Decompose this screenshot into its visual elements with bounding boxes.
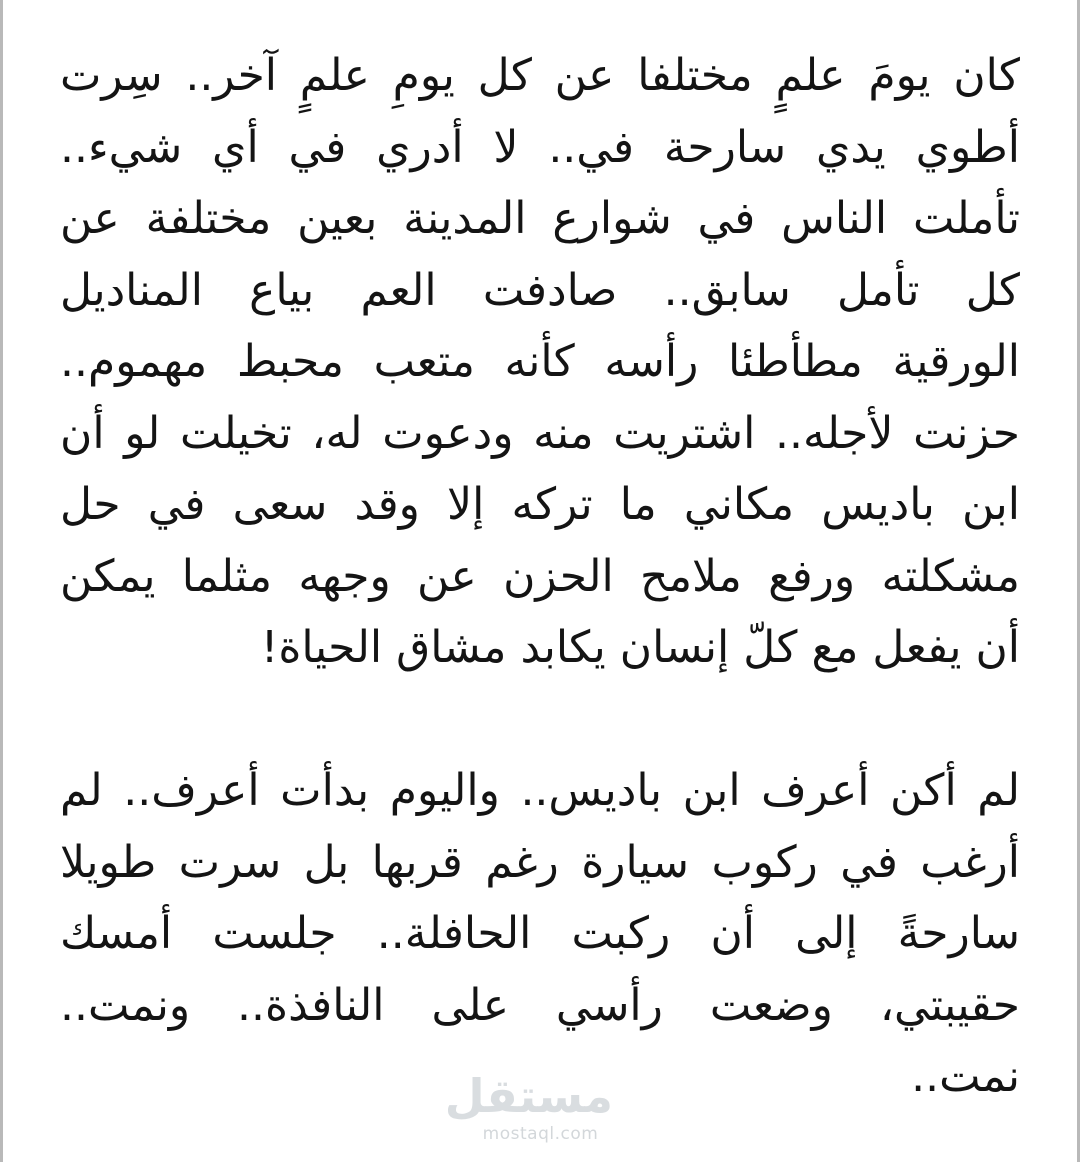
text-line: الورقية مطأطئا رأسه كأنه متعب محبط مهموم..: [60, 336, 1020, 387]
text-line: سارحةً إلى أن ركبت الحافلة.. جلست أمسك: [60, 908, 1020, 959]
text-line: أطوي يدي سارحة في.. لا أدري في أي شيء..: [60, 121, 1020, 173]
watermark-domain: mostaql.com: [482, 1124, 599, 1144]
text-line: لم أكن أعرف ابن باديس.. واليوم بدأت أعرف.. لم: [60, 765, 1020, 816]
paragraph-2: [60, 755, 1020, 1113]
frame-edge-left: [0, 0, 3, 1162]
mostaql-watermark: [444, 1068, 613, 1148]
paragraph-spacer: [60, 684, 1020, 756]
document-body: [60, 40, 1020, 1113]
text-line: حزنت لأجله.. اشتريت منه ودعوت له، تخيلت لو أن: [60, 407, 1020, 459]
paragraph-1: [60, 40, 1020, 684]
text-line: أن يفعل مع كلّ إنسان يكابد مشاق الحياة!: [260, 622, 1020, 673]
text-line: مشكلته ورفع ملامح الحزن عن وجهه مثلما يمكن: [60, 550, 1020, 602]
text-line: كل تأمل سابق.. صادفت العم بياع المناديل: [60, 264, 1020, 316]
text-line: نمت..: [911, 1051, 1020, 1102]
text-line: ابن باديس مكاني ما تركه إلا وقد سعى في حل: [60, 479, 1020, 530]
text-line: حقيبتي، وضعت رأسي على النافذة.. ونمت..: [60, 979, 1020, 1031]
watermark-logo: مستقل: [444, 1069, 613, 1123]
text-line: تأملت الناس في شوارع المدينة بعين مختلفة عن: [60, 193, 1020, 244]
text-line: كان يومَ علمٍ مختلفا عن كل يومِ علمٍ آخر.. سِرت: [60, 50, 1020, 101]
text-line: أرغب في ركوب سيارة رغم قربها بل سرت طويلا: [60, 836, 1020, 888]
